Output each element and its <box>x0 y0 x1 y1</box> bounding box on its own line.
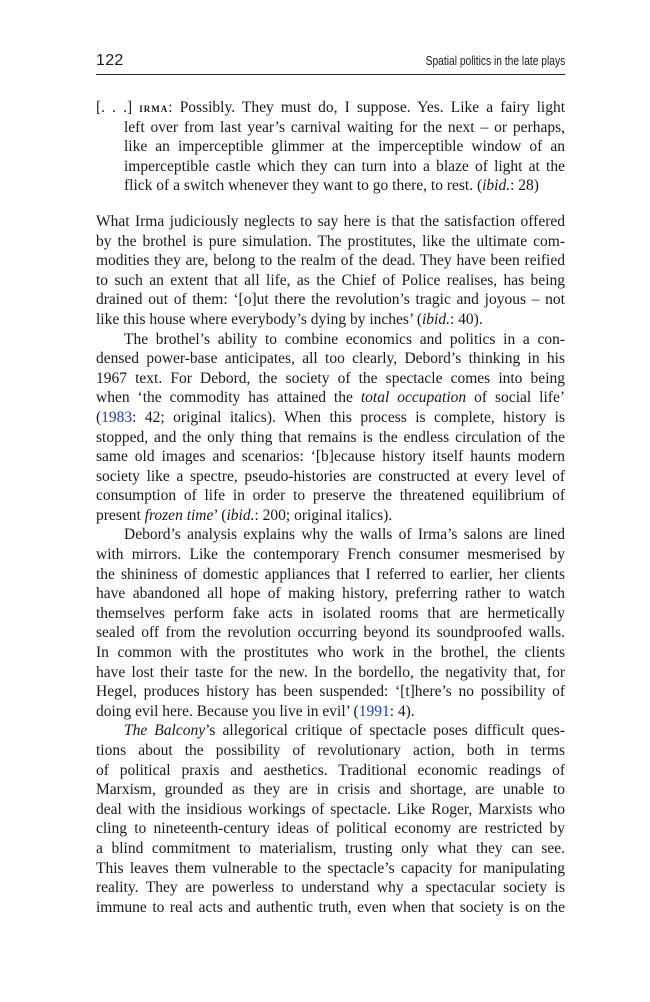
text-line: The brothel’s ability to combine economics and politics in a con- <box>124 330 565 348</box>
text-line: cling to nineteenth-century ideas of political economy are restricted by <box>96 820 565 838</box>
citation-link-1991[interactable]: 1991 <box>358 702 390 720</box>
text-line: same old images and scenarios: ‘[b]ecause history itself haunts modern <box>96 448 565 466</box>
paragraph-3 <box>96 525 565 721</box>
text-line: doing evil here. Because you live in evil’ (1991: 4). <box>96 702 415 720</box>
paragraph-4 <box>96 721 565 917</box>
quote-line: imperceptible castle which they can turn into a blaze of light at the <box>124 157 565 175</box>
text-line: have abandoned all hope of making history, preferring rather to watch <box>96 585 565 603</box>
text-line: have lost their taste for the new. In the bordello, the negativity that, for <box>96 663 565 681</box>
text-line: themselves perform fake acts in isolated rooms that are hermetically <box>96 604 565 622</box>
block-quote <box>96 98 565 196</box>
text-line: What Irma judiciously neglects to say here is that the satisfaction offered <box>96 212 565 230</box>
paragraph-1 <box>96 212 565 330</box>
text-line: reality. They are powerless to understand why a spectacular society is <box>96 879 565 897</box>
text-line: Hegel, produces history has been suspended: ‘[t]here’s no possibility of <box>96 683 565 701</box>
text-line: with mirrors. Like the contemporary French consumer mesmerised by <box>96 546 565 564</box>
text-line: immune to real acts and authentic truth, even when that society is on the <box>96 898 565 916</box>
quote-line: like an imperceptible glimmer at the imperceptible window of an <box>124 138 565 156</box>
citation-link-1983[interactable]: 1983 <box>101 408 133 426</box>
text-line: when ‘the commodity has attained the total occupation of social life’ <box>96 389 565 407</box>
text-line: society like a spectre, pseudo-histories are constructed at every level of <box>96 467 565 485</box>
speaker-name: irma <box>139 100 169 115</box>
text-line: drained out of them: ‘[o]ut there the revolution’s tragic and joyous – not <box>96 291 565 309</box>
text-line: by the brothel is pure simulation. The prostitutes, like the ultimate com- <box>96 232 565 250</box>
page-body <box>96 98 565 917</box>
text-line: Debord’s analysis explains why the walls of Irma’s salons are lined <box>124 526 565 544</box>
text-line: of political praxis and aesthetics. Traditional economic readings of <box>96 761 565 779</box>
text-line: stopped, and the only thing that remains is the endless circulation of the <box>96 428 565 446</box>
text-line: to such an extent that all life, as the Chief of Police realises, has being <box>96 271 565 289</box>
text-line: In common with the prostitutes who work in the brothel, the clients <box>96 644 565 662</box>
quote-line: left over from last year’s carnival waiting for the next – or perhaps, <box>124 118 565 136</box>
page-header <box>96 52 565 75</box>
running-head: Spatial politics in the late plays <box>425 54 565 68</box>
quote-line: flick of a switch whenever they want to go there, to rest. (ibid.: 28) <box>124 177 539 195</box>
text-line: Marxism, grounded as they are in crisis and shortage, are unable to <box>96 781 565 799</box>
text-line: deal with the insidious workings of spectacle. Like Roger, Marxists who <box>96 800 565 818</box>
paragraph-2 <box>96 330 565 526</box>
page-number: 122 <box>96 52 124 69</box>
text-line: sealed off from the revolution occurring beyond its soundproofed walls. <box>96 624 565 642</box>
text-line: 1967 text. For Debord, the society of the spectacle comes into being <box>96 369 565 387</box>
text-line: tions about the possibility of revolutionary action, both in terms <box>96 742 565 759</box>
text-line: like this house where everybody’s dying by inches’ (ibid.: 40). <box>96 310 483 328</box>
text-line: densed power-base anticipates, all too clearly, Debord’s thinking in his <box>96 350 565 368</box>
text-line: modities they are, belong to the realm of the dead. They have been reified <box>96 252 565 270</box>
text-line: (1983: 42; original italics). When this process is complete, history is <box>96 408 565 426</box>
text-line: This leaves them vulnerable to the spectacle’s capacity for manipulating <box>96 859 565 877</box>
text-line: The Balcony’s allegorical critique of spectacle poses difficult ques- <box>124 722 565 740</box>
text-line: consumption of life in order to preserve the threatened equilibrium of <box>96 487 565 505</box>
text-line: present frozen time’ (ibid.: 200; original italics). <box>96 506 393 524</box>
text-line: a blind commitment to materialism, trusting only what they can see. <box>96 839 565 857</box>
quote-line: [. . .] irma: Possibly. They must do, I suppose. Yes. Like a fairy light <box>96 99 566 116</box>
text-line: the shininess of domestic appliances that I referred to earlier, her clients <box>96 565 565 583</box>
